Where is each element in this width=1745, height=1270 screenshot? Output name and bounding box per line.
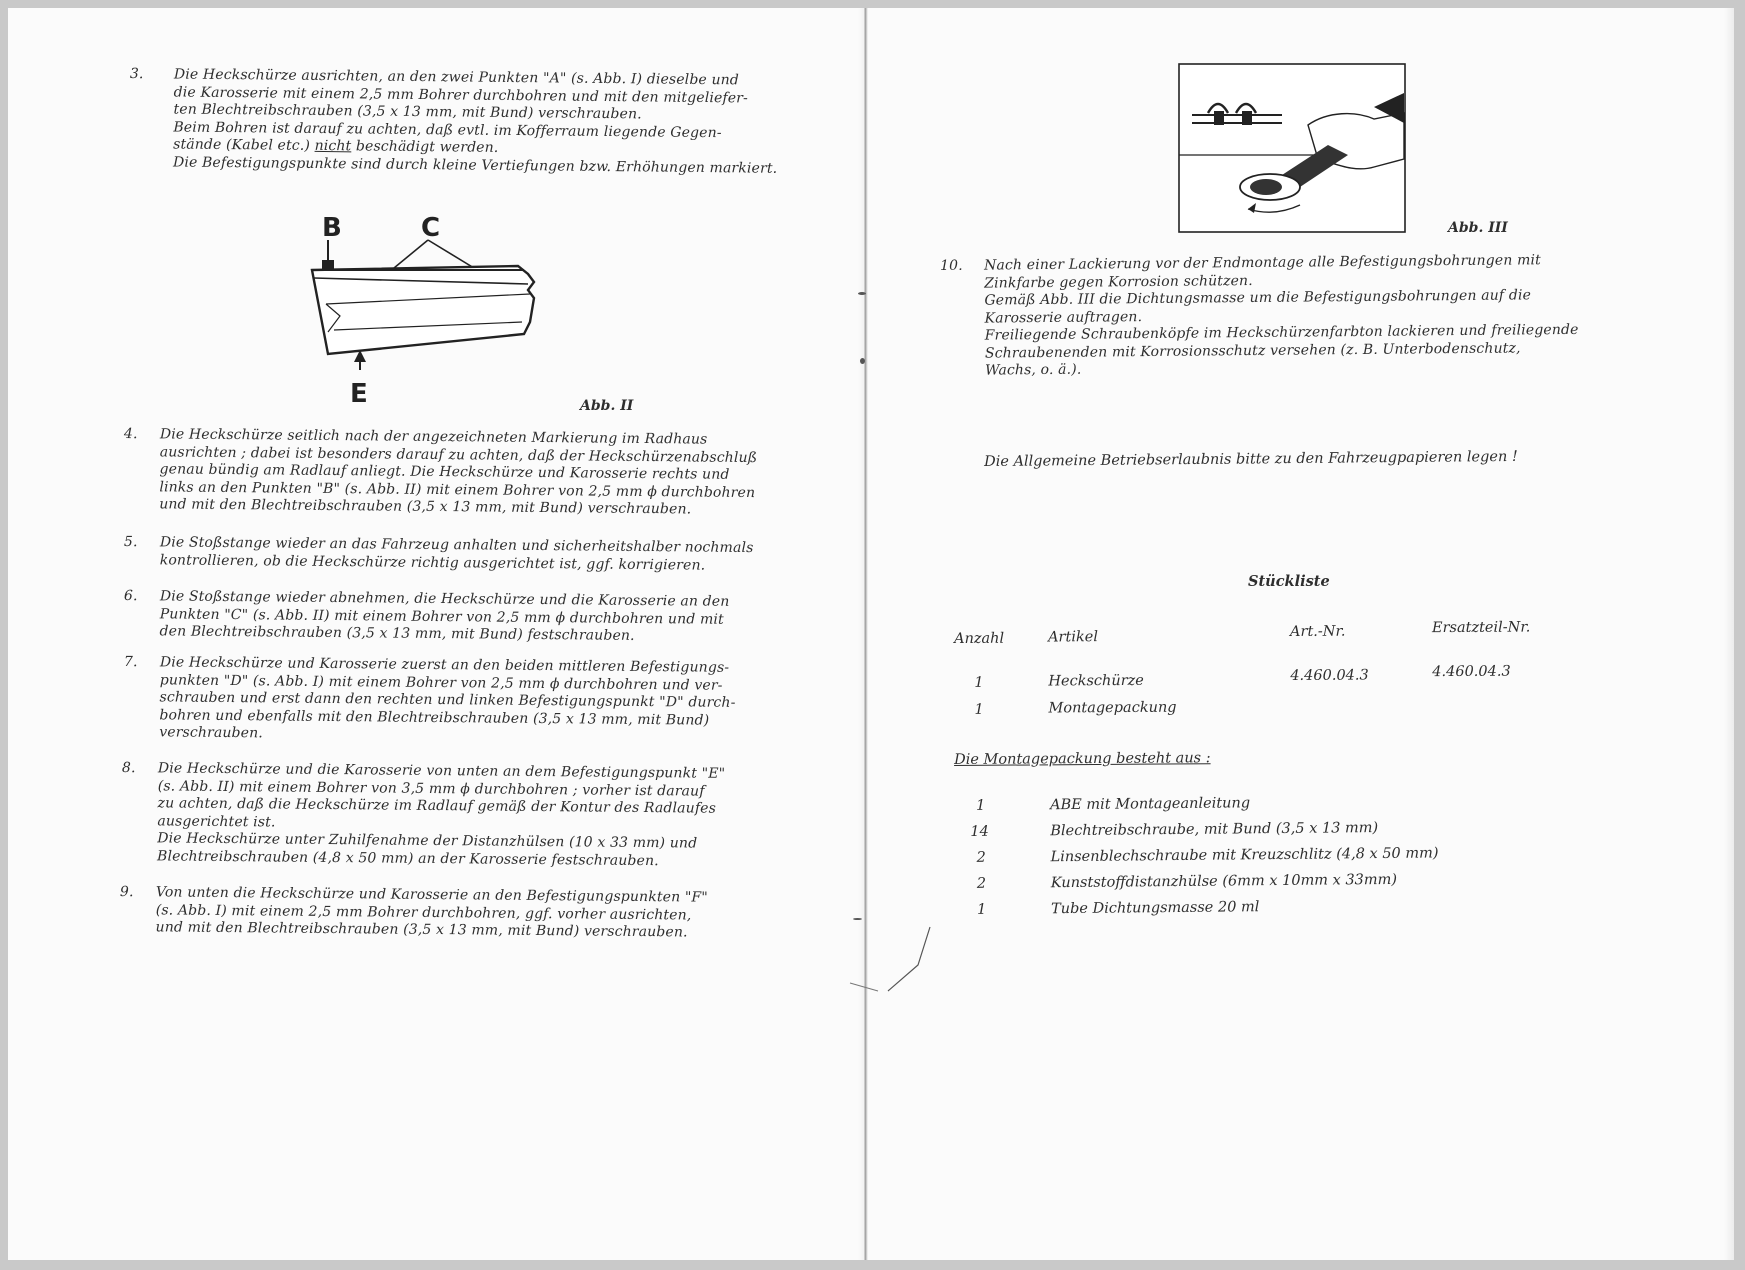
scan-speck: [853, 918, 862, 920]
step-line: Die Heckschürze und Karosserie zuerst an den beiden mittleren Befestigungs-: [159, 654, 730, 676]
step-number: 4.: [123, 426, 138, 443]
step-number: 3.: [129, 66, 144, 83]
figure-caption: Abb. II: [580, 398, 634, 414]
step-text: beschädigt werden.: [351, 138, 499, 156]
page-edge-shadow: [1724, 8, 1734, 1260]
step-9: [119, 884, 840, 941]
column-header: Artikel: [1048, 629, 1098, 646]
step-line: und mit den Blechtreibschrauben (3,5 x 13 mm, mit Bund) verschrauben.: [155, 919, 688, 941]
step-line: ausgerichtet ist.: [157, 812, 276, 830]
step-line: Die Heckschürze unter Zuhilfenahme der Distanzhülsen (10 x 33 mm) und: [157, 830, 698, 852]
step-line: (s. Abb. II) mit einem Bohrer von 3,5 mm ϕ durchbohren ; vorher ist darauf: [157, 777, 705, 800]
step-line: Beim Bohren ist darauf zu achten, daß evtl. im Kofferraum liegende Gegen-: [173, 118, 722, 141]
scan-mark: [848, 925, 938, 995]
step-number: 5.: [123, 534, 138, 551]
step-line: die Karosserie mit einem 2,5 mm Bohrer durchbohren und mit den mitgeliefer-: [173, 83, 749, 106]
kit-item-qty: 2: [976, 875, 987, 892]
parts-list-title: Stückliste: [1248, 573, 1330, 590]
step-line: Zinkfarbe gegen Korrosion schützen.: [984, 272, 1253, 292]
step-line: zu achten, daß die Heckschürze im Radlauf gemäß der Kontur des Radlaufes: [157, 795, 717, 817]
step-line: Wachs, o. ä.).: [985, 361, 1082, 379]
registration-note: Die Allgemeine Betriebserlaubnis bitte zu den Fahrzeugpapieren legen !: [984, 448, 1518, 470]
step-3: [129, 66, 830, 177]
bumper-apron-diagram: [298, 198, 598, 418]
step-line: ten Blechtreibschrauben (3,5 x 13 mm, mit Bund) verschrauben.: [173, 101, 642, 123]
step-number: 10.: [940, 257, 963, 274]
left-page: [8, 8, 868, 1260]
step-line: Von unten die Heckschürze und Karosserie an den Befestigungspunkten "F": [155, 884, 708, 906]
step-line: verschrauben.: [159, 724, 263, 742]
step-6: [123, 588, 844, 644]
book-gutter: [864, 8, 867, 1260]
step-line: Freiliegende Schraubenköpfe im Heckschürzenfarbton lackieren und freiliegende: [984, 321, 1579, 344]
kit-item-qty: 1: [975, 797, 986, 814]
step-line: schrauben und erst dann den rechten und linken Befestigungspunkt "D" durch-: [159, 689, 736, 711]
step-line: (s. Abb. I) mit einem 2,5 mm Bohrer durchbohren, ggf. vorher ausrichten,: [155, 901, 692, 923]
step-line: Die Heckschürze seitlich nach der angezeichneten Markierung im Radhaus: [159, 426, 708, 448]
step-line: Schraubenenden mit Korrosionsschutz versehen (z. B. Unterbodenschutz,: [984, 339, 1521, 362]
step-line: Gemäß Abb. III die Dichtungsmasse um die Befestigungsbohrungen auf die: [984, 287, 1532, 309]
part-spare-no: 4.460.04.3: [1432, 663, 1511, 681]
underlined-word: nicht: [314, 137, 352, 155]
label-c: C: [421, 213, 441, 243]
label-b: B: [322, 213, 342, 243]
step-line: Die Heckschürze ausrichten, an den zwei Punkten "A" (s. Abb. I) dieselbe und: [173, 66, 740, 89]
part-article: Heckschürze: [1048, 672, 1144, 690]
column-header: Ersatzteil-Nr.: [1431, 619, 1531, 637]
part-art-no: 4.460.04.3: [1290, 667, 1369, 684]
step-line: genau bündig am Radlauf anliegt. Die Heckschürze und Karosserie rechts und: [159, 461, 730, 483]
column-header: Art.-Nr.: [1289, 623, 1346, 640]
part-qty: 1: [974, 674, 984, 691]
step-10: [940, 251, 1700, 379]
right-page: [868, 8, 1734, 1260]
step-line: Die Stoßstange wieder an das Fahrzeug anhalten und sicherheitshalber nochmals: [159, 534, 754, 557]
step-7: [123, 654, 844, 742]
scan-speck: [860, 358, 865, 364]
step-line: links an den Punkten "B" (s. Abb. II) mit einem Bohrer von 2,5 mm ϕ durchbohren: [159, 478, 756, 501]
step-line: und mit den Blechtreibschrauben (3,5 x 13 mm, mit Bund) verschrauben.: [159, 496, 692, 518]
step-line: kontrollieren, ob die Heckschürze richtig ausgerichtet ist, ggf. korrigieren.: [159, 551, 706, 574]
step-8: [121, 760, 842, 869]
step-line: Blechtreibschrauben (4,8 x 50 mm) an der Karosserie festschrauben.: [157, 847, 659, 869]
label-e: E: [350, 379, 368, 409]
part-qty: 1: [974, 701, 984, 718]
step-number: 8.: [121, 760, 136, 777]
scan-speck: [858, 292, 866, 295]
step-line: Karosserie auftragen.: [984, 308, 1143, 327]
step-number: 7.: [123, 654, 138, 671]
kit-item-desc: Tube Dichtungsmasse 20 ml: [1050, 899, 1260, 918]
step-line: Nach einer Lackierung vor der Endmontage alle Befestigungsbohrungen mit: [983, 252, 1541, 274]
kit-item-desc: Blechtreibschraube, mit Bund (3,5 x 13 mm): [1050, 820, 1379, 840]
step-5: [123, 534, 844, 574]
kit-item-desc: Linsenblechschraube mit Kreuzschlitz (4,8 x 50 mm): [1050, 845, 1439, 866]
part-article: Montagepackung: [1048, 699, 1177, 717]
figure-caption: Abb. III: [1448, 220, 1508, 236]
step-line: den Blechtreibschrauben (3,5 x 13 mm, mit Bund) festschrauben.: [159, 623, 635, 644]
step-line: ausrichten ; dabei ist besonders darauf zu achten, daß der Heckschürzenabschluß: [159, 443, 758, 466]
step-line: Die Befestigungspunkte sind durch kleine Vertiefungen bzw. Erhöhungen markiert.: [172, 153, 778, 177]
kit-item-qty: 14: [970, 823, 989, 840]
kit-item-desc: ABE mit Montageanleitung: [1049, 795, 1251, 814]
step-text: stände (Kabel etc.): [173, 136, 315, 154]
kit-item-desc: Kunststoffdistanzhülse (6mm x 10mm x 33mm): [1050, 871, 1398, 892]
step-line: Punkten "C" (s. Abb. II) mit einem Bohrer von 2,5 mm ϕ durchbohren und mit: [159, 605, 724, 628]
step-4: [123, 426, 844, 518]
column-header: Anzahl: [954, 630, 1005, 648]
step-line: punkten "D" (s. Abb. I) mit einem Bohrer von 2,5 mm ϕ durchbohren und ver-: [159, 671, 723, 694]
kit-title: Die Montagepackung besteht aus :: [954, 750, 1211, 768]
step-number: 9.: [119, 884, 134, 901]
step-line: Die Stoßstange wieder abnehmen, die Heckschürze und die Karosserie an den: [159, 588, 730, 610]
step-number: 6.: [123, 588, 138, 605]
kit-item-qty: 1: [976, 901, 987, 918]
step-line: Die Heckschürze und die Karosserie von unten an dem Befestigungspunkt "E": [157, 760, 726, 782]
kit-item-qty: 2: [976, 849, 986, 866]
sealant-application-illustration: [1178, 63, 1408, 243]
step-line: bohren und ebenfalls mit den Blechtreibschrauben (3,5 x 13 mm, mit Bund): [159, 706, 710, 729]
